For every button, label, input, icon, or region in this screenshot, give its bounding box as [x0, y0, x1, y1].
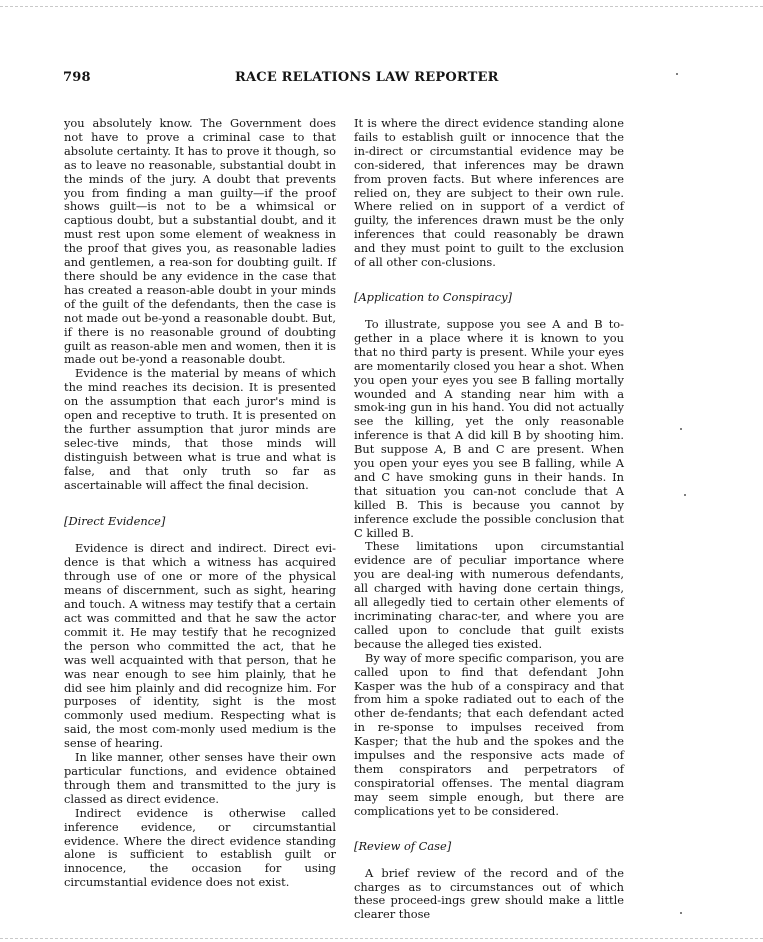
section-heading-direct-evidence: [Direct Evidence] [64, 514, 166, 529]
scan-speck [676, 73, 678, 75]
paragraph-direct-evidence: Evidence is direct and indirect. Direct evi-dence is that which a witness has acquired through use of one or more of the physical means of discernment, such as sight, hearing and touch. A witness may testify that a certain act was committed and that he saw the actor commit it. He may testify that he recognized the person who committed the act, that he was well acquainted with that person, that he was near enough to see him plainly, that he did see him plainly and did recognize him. For purposes of identity, sight is the most commonly used medium. Respecting what is said, the most com-monly used medium is the sense of hearing. [64, 541, 336, 751]
paragraph-inferences: It is where the direct evidence standing alone fails to establish guilt or innocence that the in-direct or circumstantial evidence may be con-sidered, that inferences may be drawn from proven facts. But where inferences are relied on, they are subject to their own rule. Where relied on in support of a verdict of guilty, the inferences drawn must be the only inferences that could reasonably be drawn and they must point to guilt to the exclusion of all other con-clusions. [354, 116, 624, 270]
page-number: 798 [63, 70, 91, 85]
section-heading-application-to-conspiracy: [Application to Conspiracy] [354, 289, 512, 304]
paragraph-illustration: To illustrate, suppose you see A and B to-gether in a place where it is known to you that no third party is present. While your eyes are momentarily closed you hear a shot. When you open your eyes you see B falling mortally wounded and A standing near him with a smok-ing gun in his hand. You did not actually see the killing, yet the only reasonable inference is that A did kill B by shooting him. But suppose A, B and C are present. When you open your eyes you see B falling, while A and C have smoking guns in their hands. In that situation you can-not conclude that A killed B. This is because you cannot by inference exclude the possible conclusion that C killed B. [354, 316, 624, 540]
paragraph-other-senses: In like manner, other senses have their own particular functions, and evidence obtained through them and transmitted to the jury is classed as direct evidence. [64, 750, 336, 806]
scan-top-edge [0, 6, 763, 7]
scan-bottom-edge [0, 938, 763, 939]
scan-speck [680, 428, 682, 430]
paragraph-indirect-evidence: Indirect evidence is otherwise called inference evidence, or circumstantial evidence. Where the direct evidence standing alone is sufficient to establish guilt or innocence, the occasion for using circumstantial evidence does not exist. [64, 805, 336, 890]
paragraph-comparison: By way of more specific comparison, you are called upon to find that defendant John Kasper was the hub of a conspiracy and that from him a spoke radiated out to each of the other de-fendants; that each defendant acted in re-sponse to impulses received from Kasper; that the hub and the spokes and the impulses and the responsive acts made of them conspirators and perpetrators of conspiratorial offenses. The mental diagram may seem simple enough, but there are complications yet to be considered. [354, 650, 624, 818]
right-column [354, 117, 624, 922]
left-column [64, 117, 336, 890]
paragraph-limitations: These limitations upon circumstantial evidence are of peculiar importance where you are deal-ing with numerous defendants, all charged with having done certain things, all allegedly tied to certain other elements of incriminating charac-ter, and where you are called upon to conclude that guilt exists because the alleged ties existed. [354, 539, 624, 651]
scan-speck [684, 494, 686, 496]
paragraph-brief-review: A brief review of the record and of the charges as to circumstances out of which these proceed-ings grew should make a little clearer those [354, 865, 624, 922]
paragraph-evidence-material: Evidence is the material by means of which the mind reaches its decision. It is presented on the assumption that each juror's mind is open and receptive to truth. It is presented on the further assumption that juror minds are selec-tive minds, that those minds will distinguish between what is true and what is false, and that only truth so far as ascertainable will affect the final decision. [64, 366, 336, 492]
running-head: RACE RELATIONS LAW REPORTER [235, 70, 499, 85]
paragraph-reasonable-doubt: you absolutely know. The Government does not have to prove a criminal case to that absolute certainty. It has to prove it though, so as to leave no reasonable, substantial doubt in the minds of the jury. A doubt that prevents you from finding a man guilty—if the proof shows guilt—is not to be a whimsical or captious doubt, but a substantial doubt, and it must rest upon some element of weakness in the proof that gives you, as reasonable ladies and gentlemen, a rea-son for doubting guilt. If there should be any evidence in the case that has created a reason-able doubt in your minds of the guilt of the defendants, then the case is not made out be-yond a reasonable doubt. But, if there is no reasonable ground of doubting guilt as reason-able men and women, then it is made out be-yond a reasonable doubt. [64, 116, 336, 367]
section-heading-review-of-case: [Review of Case] [354, 838, 452, 853]
scan-speck [680, 912, 682, 914]
